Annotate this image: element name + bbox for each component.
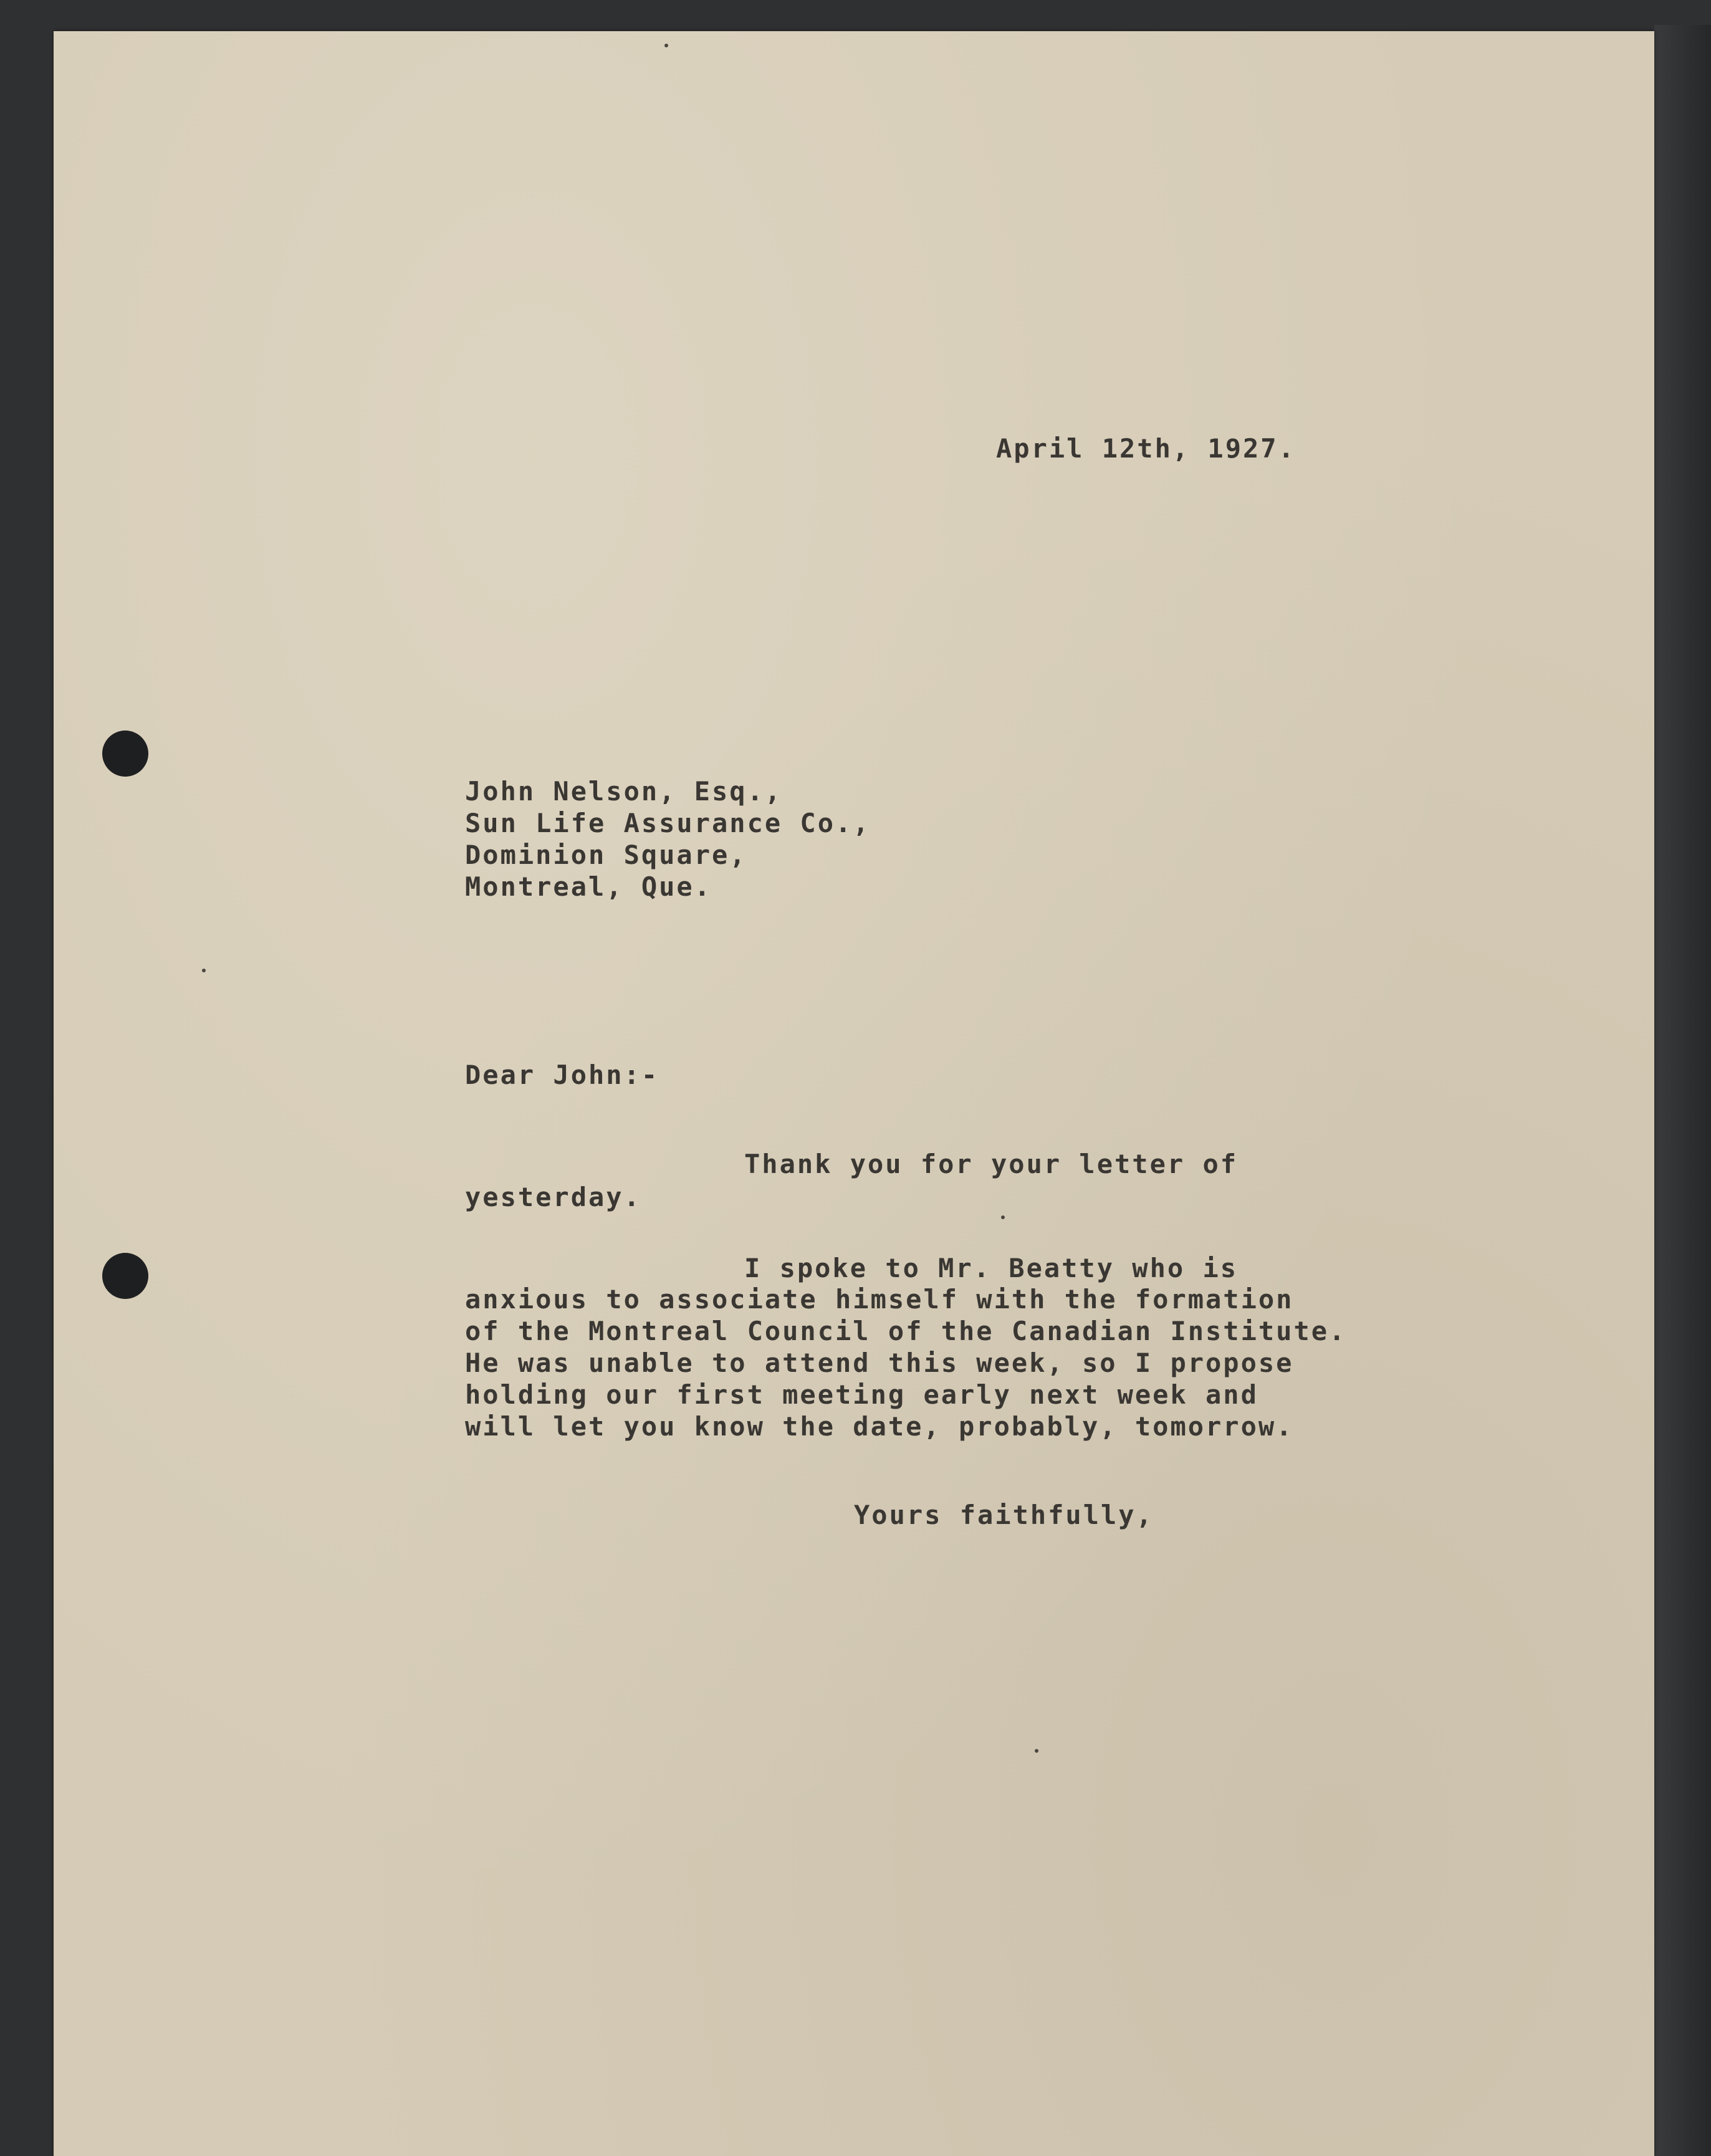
punch-hole-top	[102, 731, 148, 777]
body-line: He was unable to attend this week, so I propose	[465, 1348, 1294, 1378]
body-line: Thank you for your letter of	[744, 1149, 1239, 1179]
body-line: anxious to associate himself with the formation	[465, 1284, 1294, 1315]
letter-sheet	[54, 31, 1654, 2156]
punch-hole-bottom	[102, 1253, 148, 1299]
recipient-street: Dominion Square,	[465, 840, 747, 870]
paper-speck	[1035, 1749, 1038, 1753]
recipient-name: John Nelson, Esq.,	[465, 776, 783, 807]
letter-date: April 12th, 1927.	[996, 433, 1296, 464]
paper-speck	[1001, 1215, 1005, 1219]
paper-speck	[202, 969, 206, 972]
paper-speck	[664, 44, 668, 47]
closing: Yours faithfully,	[854, 1500, 1154, 1530]
recipient-company: Sun Life Assurance Co.,	[465, 808, 871, 838]
scanner-background-edge	[1654, 25, 1711, 2156]
recipient-city: Montreal, Que.	[465, 871, 712, 902]
body-line: yesterday.	[465, 1182, 641, 1212]
body-line: holding our first meeting early next week and	[465, 1379, 1258, 1410]
body-line: I spoke to Mr. Beatty who is	[744, 1253, 1239, 1283]
body-line: of the Montreal Council of the Canadian Institute.	[465, 1316, 1347, 1346]
body-line: will let you know the date, probably, tomorrow.	[465, 1411, 1294, 1442]
salutation: Dear John:-	[465, 1060, 659, 1090]
